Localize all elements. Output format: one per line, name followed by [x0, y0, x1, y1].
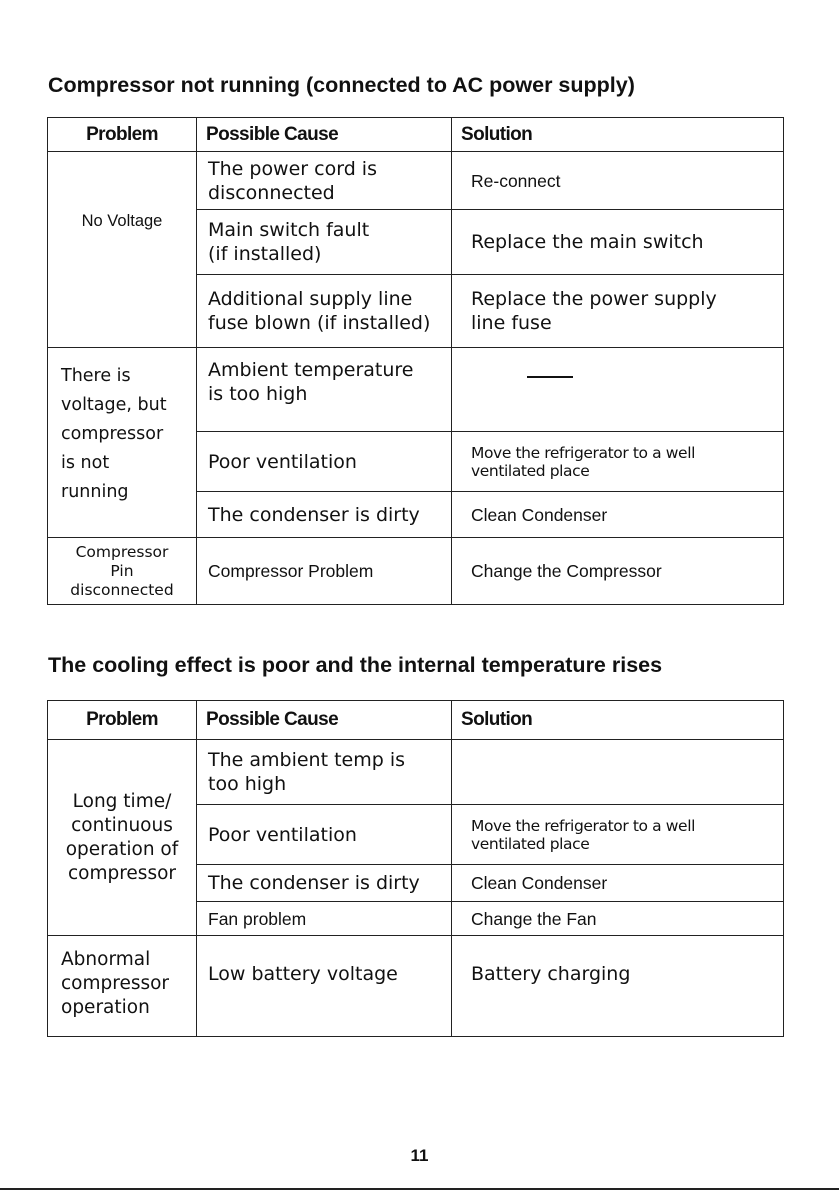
section-title-cooling-poor: The cooling effect is poor and the internal temperature rises	[48, 653, 663, 677]
cause-fan-problem: Fan problem	[197, 902, 452, 936]
header-problem: Problem	[48, 701, 197, 740]
solution-reconnect: Re-connect	[452, 152, 784, 210]
cause-condenser-dirty: The condenser is dirty	[197, 492, 452, 538]
header-possible-cause: Possible Cause	[197, 701, 452, 740]
problem-no-voltage: No Voltage	[48, 152, 197, 348]
cause-power-cord: The power cord is disconnected	[197, 152, 452, 210]
solution-empty	[452, 740, 784, 805]
cause-poor-ventilation: Poor ventilation	[197, 432, 452, 492]
table-row	[48, 740, 784, 805]
solution-move-fridge: Move the refrigerator to a well ventilated place	[452, 432, 784, 492]
solution-replace-fuse: Replace the power supply line fuse	[452, 275, 784, 348]
page-number: 11	[410, 1146, 429, 1165]
table-header-row	[48, 118, 784, 152]
problem-voltage-not-running: There is voltage, but compressor is not running	[48, 348, 197, 538]
cause-ambient-temp-high: The ambient temp is too high	[197, 740, 452, 805]
bottom-rule	[0, 1188, 839, 1190]
table-row	[48, 348, 784, 432]
header-possible-cause: Possible Cause	[197, 118, 452, 152]
header-solution: Solution	[452, 118, 784, 152]
solution-none	[452, 348, 784, 432]
cause-ambient-high: Ambient temperature is too high	[197, 348, 452, 432]
cause-fuse-blown: Additional supply line fuse blown (if installed)	[197, 275, 452, 348]
problem-pin-disconnected: Compressor Pin disconnected	[48, 538, 197, 605]
solution-clean-condenser: Clean Condenser	[452, 492, 784, 538]
troubleshooting-table-compressor	[47, 117, 784, 605]
header-solution: Solution	[452, 701, 784, 740]
cause-main-switch: Main switch fault (if installed)	[197, 210, 452, 275]
solution-replace-main-switch: Replace the main switch	[452, 210, 784, 275]
header-problem: Problem	[48, 118, 197, 152]
table-row	[48, 936, 784, 1037]
problem-abnormal-operation: Abnormal compressor operation	[48, 936, 197, 1037]
section-title-compressor-not-running: Compressor not running (connected to AC power supply)	[48, 73, 635, 97]
troubleshooting-table-cooling	[47, 700, 784, 1037]
table-row	[48, 538, 784, 605]
cause-condenser-dirty: The condenser is dirty	[197, 865, 452, 902]
dash-mark	[527, 376, 573, 378]
solution-move-fridge: Move the refrigerator to a well ventilated place	[452, 805, 784, 865]
solution-change-fan: Change the Fan	[452, 902, 784, 936]
cause-low-battery: Low battery voltage	[197, 936, 452, 1037]
solution-change-compressor: Change the Compressor	[452, 538, 784, 605]
cause-poor-ventilation: Poor ventilation	[197, 805, 452, 865]
table-row	[48, 152, 784, 210]
cause-compressor-problem: Compressor Problem	[197, 538, 452, 605]
table-header-row	[48, 701, 784, 740]
solution-clean-condenser: Clean Condenser	[452, 865, 784, 902]
problem-long-continuous: Long time/ continuous operation of compressor	[48, 740, 197, 936]
solution-battery-charging: Battery charging	[452, 936, 784, 1037]
